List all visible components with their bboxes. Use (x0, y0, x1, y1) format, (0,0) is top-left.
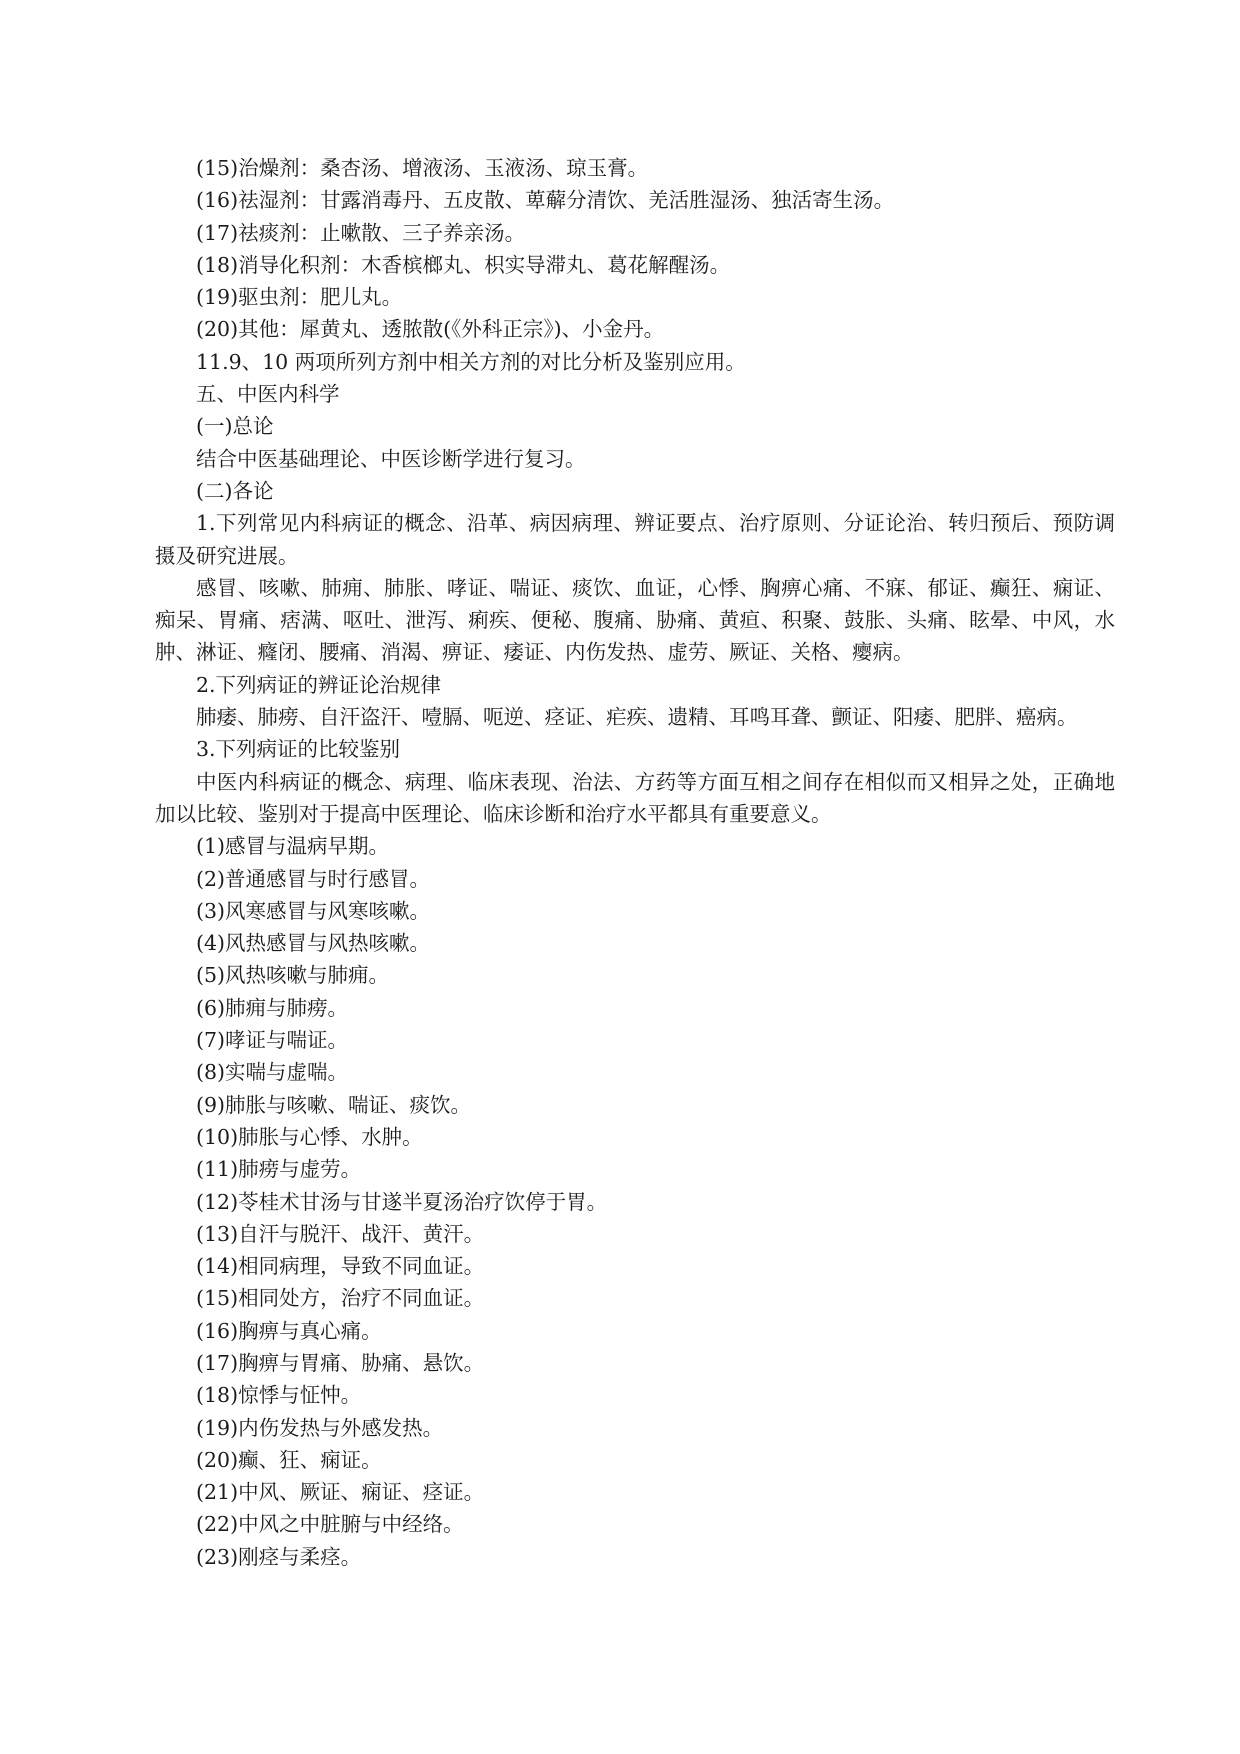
disease-list: 肺痿、肺痨、自汗盗汗、噎膈、呃逆、痉证、疟疾、遗精、耳鸣耳聋、颤证、阳痿、肥胖、癌病。 (196, 705, 1078, 730)
list-item: (12)苓桂术甘汤与甘遂半夏汤治疗饮停于胃。 (196, 1189, 608, 1214)
point-heading: 3.下列病证的比较鉴别 (196, 737, 401, 762)
list-item: (17)祛痰剂：止嗽散、三子养亲汤。 (196, 220, 526, 245)
list-item: (21)中风、厥证、痫证、痉证。 (196, 1480, 485, 1505)
list-item: (4)风热感冒与风热咳嗽。 (196, 931, 431, 956)
section-heading: 五、中医内科学 (196, 382, 340, 407)
point-heading: 2.下列病证的辨证论治规律 (196, 672, 442, 697)
item-11: 11.9、10 两项所列方剂中相关方剂的对比分析及鉴别应用。 (196, 349, 746, 374)
list-item: (20)癫、狂、痫证。 (196, 1447, 382, 1472)
list-item: (15)治燥剂：桑杏汤、增液汤、玉液汤、琼玉膏。 (196, 156, 649, 180)
disease-list: 感冒、咳嗽、肺痈、肺胀、哮证、喘证、痰饮、血证，心悸、胸痹心痛、不寐、郁证、癫狂、痫证、痴呆、胃痛、痞满、呕吐、泄泻、痢疾、便秘、腹痛、胁痛、黄疸、积聚、鼓胀、头痛、眩晕、中风，水肿、淋证、癃闭、腰痛、消渴、痹证、痿证、内伤发热、虚劳、厥证、关格、瘿病。 (155, 575, 1115, 665)
list-item: (16)胸痹与真心痛。 (196, 1318, 382, 1343)
list-item: (18)消导化积剂：木香槟榔丸、枳实导滞丸、葛花解醒汤。 (196, 252, 731, 277)
list-item: (8)实喘与虚喘。 (196, 1060, 349, 1085)
list-item: (19)驱虫剂：肥儿丸。 (196, 285, 403, 310)
point-heading: 1.下列常见内科病证的概念、沿革、病因病理、辨证要点、治疗原则、分证论治、转归预后、预防调摄及研究进展。 (155, 511, 1115, 568)
list-item: (9)肺胀与咳嗽、喘证、痰饮。 (196, 1092, 472, 1117)
list-item: (3)风寒感冒与风寒咳嗽。 (196, 898, 431, 923)
subsection-heading: (一)总论 (196, 414, 274, 439)
list-item: (18)惊悸与怔忡。 (196, 1383, 362, 1408)
paragraph: 结合中医基础理论、中医诊断学进行复习。 (196, 446, 586, 471)
list-item: (19)内伤发热与外感发热。 (196, 1415, 444, 1440)
list-item: (11)肺痨与虚劳。 (196, 1157, 362, 1182)
list-item: (22)中风之中脏腑与中经络。 (196, 1512, 464, 1537)
list-item: (7)哮证与喘证。 (196, 1028, 349, 1053)
list-item: (23)刚痉与柔痉。 (196, 1544, 362, 1569)
list-item: (13)自汗与脱汗、战汗、黄汗。 (196, 1221, 485, 1246)
paragraph: 中医内科病证的概念、病理、临床表现、治法、方药等方面互相之间存在相似而又相异之处，正确地加以比较、鉴别对于提高中医理论、临床诊断和治疗水平都具有重要意义。 (155, 769, 1115, 826)
subsection-heading: (二)各论 (196, 478, 274, 503)
list-item: (1)感冒与温病早期。 (196, 834, 390, 859)
list-item: (10)肺胀与心悸、水肿。 (196, 1124, 423, 1149)
list-item: (15)相同处方，治疗不同血证。 (196, 1286, 485, 1311)
list-item: (2)普通感冒与时行感冒。 (196, 866, 431, 891)
list-item: (6)肺痈与肺痨。 (196, 995, 349, 1020)
list-item: (20)其他：犀黄丸、透脓散(《外科正宗》)、小金丹。 (196, 317, 665, 342)
document-body (155, 152, 1115, 1573)
list-item: (17)胸痹与胃痛、胁痛、悬饮。 (196, 1350, 485, 1375)
list-item: (16)祛湿剂：甘露消毒丹、五皮散、萆薢分清饮、羌活胜湿汤、独活寄生汤。 (196, 188, 895, 213)
list-item: (5)风热咳嗽与肺痈。 (196, 963, 390, 988)
list-item: (14)相同病理，导致不同血证。 (196, 1254, 485, 1279)
